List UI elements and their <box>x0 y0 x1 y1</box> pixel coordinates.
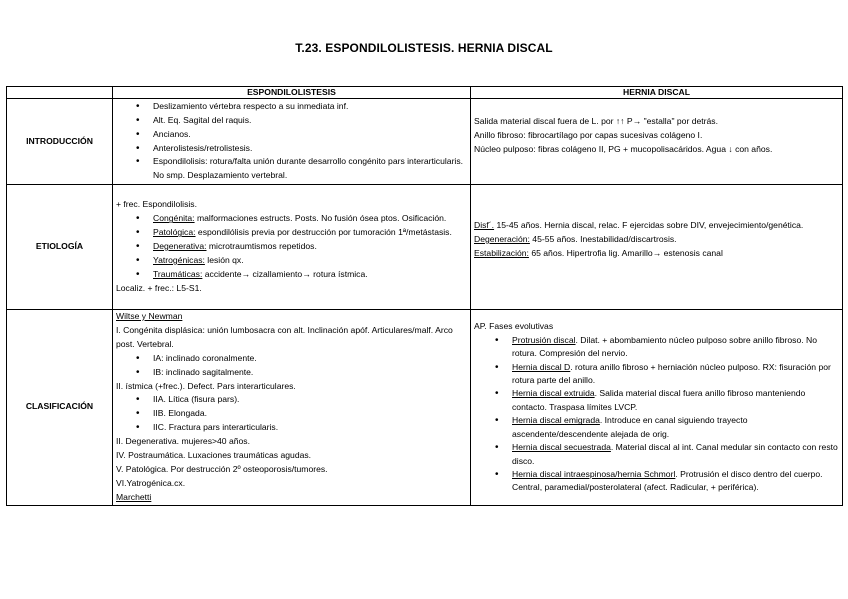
cell-etio-espondilo <box>113 185 471 310</box>
term: Estabilización: <box>474 247 529 258</box>
header-row <box>7 87 843 99</box>
clas-line: VI.Yatrogénica.cx. <box>116 477 186 488</box>
text: . Salida material discal fuera anillo fibroso manteniendo contacto. Traspasa límites LVCP. <box>512 388 806 412</box>
list-item: • Espondilolisis: rotura/falta unión durante desarrollo congénito pars interarticularis. No smp. Desplazamiento vertebral. <box>153 155 467 183</box>
clas-hernia-intro: AP. Fases evolutivas <box>474 320 554 331</box>
clas-sub2-list <box>116 393 467 435</box>
etio-espondilo-list <box>116 212 467 282</box>
term: Hernia discal extruida <box>512 388 595 399</box>
list-item <box>153 240 467 254</box>
list-item: • Anterolistesis/retrolistesis. <box>153 142 467 156</box>
list-item <box>153 254 467 268</box>
term: Hernia discal intraespinosa/hernia Schmorl <box>512 468 676 479</box>
list-item <box>153 226 467 240</box>
comparison-table <box>6 86 843 506</box>
list-item: • IB: inclinado sagitalmente. <box>153 366 467 380</box>
cell-clas-hernia <box>471 310 843 506</box>
row-label-etiologia: ETIOLOGÍA <box>7 185 113 310</box>
etio-hernia-line <box>474 219 839 233</box>
list-item <box>512 414 839 441</box>
text: espondilólisis previa por destrucción por tumoración 1ª/metástasis. <box>195 227 452 238</box>
text: . Dilat. + abombamiento núcleo pulposo sobre anillo fibroso. No rotura. Compresión del nervio. <box>512 334 818 359</box>
list-item <box>512 441 839 468</box>
text: . Material discal al int. Canal medular sin contacto con resto disco. <box>512 442 838 466</box>
text: . Protrusión el disco dentro del cuerpo. Central, paramedial/posterolateral (afect. Radicular, + periférica). <box>512 468 823 493</box>
page-title: T.23. ESPONDILOLISTESIS. HERNIA DISCAL <box>295 41 553 55</box>
clas-sub1-list <box>116 352 467 380</box>
list-item: • Alt. Eq. Sagital del raquis. <box>153 114 467 128</box>
term: Disf´. <box>474 220 495 230</box>
list-item <box>153 212 467 226</box>
cell-intro-hernia <box>471 99 843 185</box>
row-introduccion <box>7 99 843 185</box>
term: Traumáticas: <box>153 268 203 279</box>
header-empty <box>7 87 113 99</box>
list-item <box>512 468 839 495</box>
row-label-introduccion: INTRODUCCIÓN <box>7 99 113 185</box>
term: Hernia discal D <box>512 361 571 372</box>
text: lesión qx. <box>204 254 244 265</box>
text: 45-55 años. Inestabilidad/discartrosis. <box>529 233 677 244</box>
term: Hernia discal emigrada <box>512 415 600 426</box>
clas-line: V. Patológica. Por destrucción 2º osteoporosis/tumores. <box>116 463 328 474</box>
text: . rotura anillo fibroso + herniación núcleo pulposo. RX: fisuración por rotura parte del anillo. <box>512 361 831 386</box>
etio-espondilo-intro: + frec. Espondilolisis. <box>116 199 197 210</box>
list-item <box>153 268 467 282</box>
row-label-clasificacion: CLASIFICACIÓN <box>7 310 113 506</box>
intro-hernia-line: Salida material discal fuera de L. por ↑↑ P→ "estalla" por detrás. <box>474 116 718 126</box>
list-item: • IIA. Lítica (fisura pars). <box>153 393 467 407</box>
text: microtraumtismos repetidos. <box>206 241 317 252</box>
list-item: • Deslizamiento vértebra respecto a su inmediata inf. <box>153 100 467 114</box>
text: 65 años. Hipertrofia lig. Amarillo→ estenosis canal <box>528 247 723 258</box>
cell-intro-espondilo <box>113 99 471 185</box>
list-item <box>512 361 839 388</box>
header-espondilolistesis: ESPONDILOLISTESIS <box>113 87 471 99</box>
clas-line: I. Congénita displásica: unión lumbosacra con alt. Inclinación apóf. Articulares/malf. Arco post. Vertebral. <box>116 324 453 349</box>
term: Degeneración: <box>474 233 530 244</box>
list-item: • IIB. Elongada. <box>153 407 467 421</box>
term: Degenerativa: <box>153 241 207 252</box>
term: Congénita: <box>153 213 195 224</box>
cell-clas-espondilo <box>113 310 471 506</box>
intro-hernia-line: Núcleo pulposo: fibras colágeno II, PG + mucopolisacáridos. Agua ↓ con años. <box>474 143 773 154</box>
text: accidente→ cizallamiento→ rotura ístmica. <box>202 268 368 279</box>
list-item: • IIC. Fractura pars interarticularis. <box>153 421 467 435</box>
term: Patológica: <box>153 227 196 238</box>
text: malformaciones estructs. Posts. No fusión ósea ptos. Osificación. <box>194 213 447 224</box>
intro-hernia-line: Anillo fibroso: fibrocartílago por capas sucesivas colágeno I. <box>474 129 703 140</box>
cell-etio-hernia <box>471 185 843 310</box>
clas-hernia-list <box>474 334 839 495</box>
list-item: • Ancianos. <box>153 128 467 142</box>
row-clasificacion <box>7 310 843 506</box>
intro-espondilo-list <box>116 100 467 183</box>
clas-line: II. Degenerativa. mujeres>40 años. <box>116 436 250 447</box>
marchetti-title: Marchetti <box>116 491 152 502</box>
term: Hernia discal secuestrada <box>512 442 611 453</box>
list-item: • IA: inclinado coronalmente. <box>153 352 467 366</box>
clas-line: II. ístmica (+frec.). Defect. Pars interarticulares. <box>116 380 296 391</box>
term: Protrusión discal <box>512 334 576 345</box>
list-item <box>512 334 839 361</box>
text: . Introduce en canal siguiendo trayecto ascendente/descendente alejada de orig. <box>512 415 748 439</box>
term: Yatrogénicas: <box>153 254 205 265</box>
list-item <box>512 387 839 414</box>
clas-line: IV. Postraumática. Luxaciones traumáticas agudas. <box>116 450 312 461</box>
text: 15-45 años. Hernia discal, relac. F ejercidas sobre DIV, envejecimiento/genética. <box>494 220 804 230</box>
wiltse-title: Wiltse y Newman <box>116 311 183 321</box>
etio-espondilo-outro: Localiz. + frec.: L5-S1. <box>116 282 202 293</box>
row-etiologia <box>7 185 843 310</box>
etio-hernia-line <box>474 233 839 247</box>
header-hernia-discal: HERNIA DISCAL <box>471 87 843 99</box>
etio-hernia-line <box>474 247 839 261</box>
